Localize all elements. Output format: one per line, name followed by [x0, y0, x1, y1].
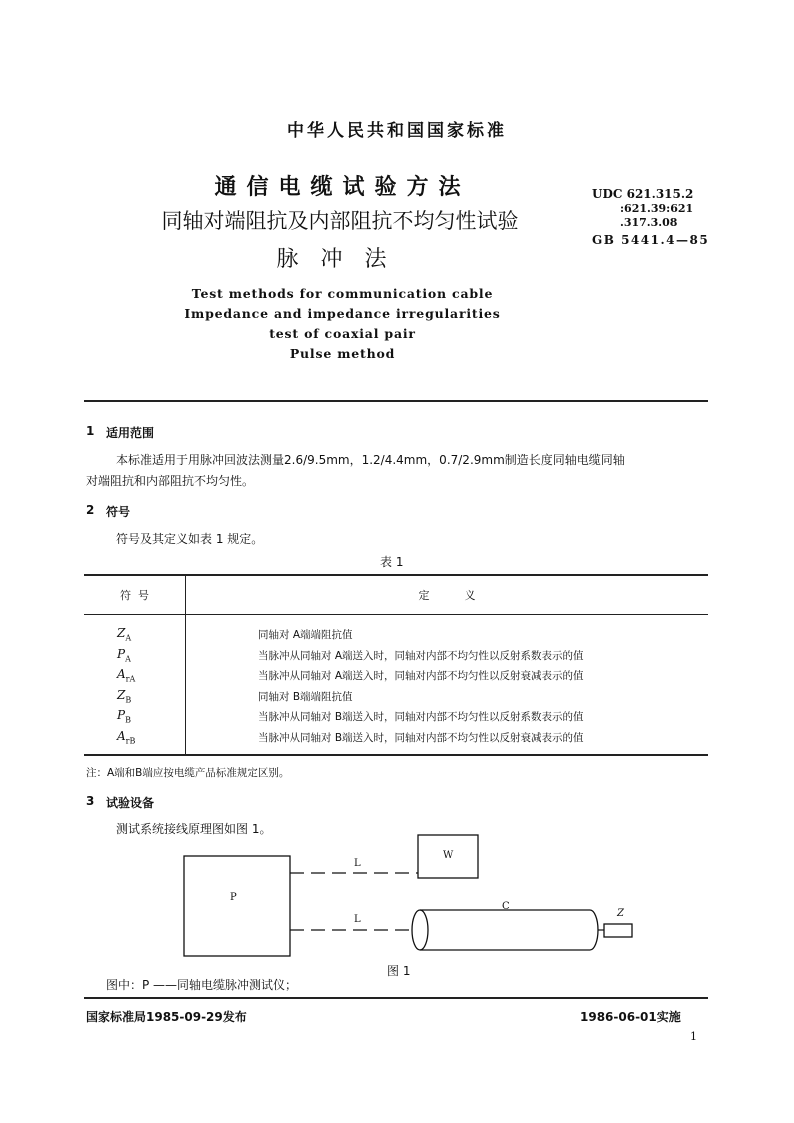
figure-legend: 图中：P ——同轴电缆脉冲测试仪；	[106, 978, 298, 992]
table-definition: 当脉冲从同轴对 B端送入时，同轴对内部不均匀性以反射衰减表示的值	[258, 731, 584, 744]
english-title-line-1: Test methods for communication cable	[191, 286, 494, 301]
symbol-subscript: A	[125, 653, 131, 663]
issue-date: 国家标准局1985-09-29发布	[86, 1010, 247, 1024]
gb-number: GB 5441.4—85	[592, 233, 710, 247]
label-l-lower: L	[354, 914, 361, 925]
page-number: 1	[690, 1030, 697, 1043]
figure-caption: 图 1	[387, 964, 411, 978]
coaxial-cable-body	[420, 910, 598, 950]
symbol-subscript: rA	[125, 674, 136, 684]
label-w: W	[443, 850, 454, 861]
table-header-symbol: 符 号	[120, 589, 149, 602]
table-definition: 当脉冲从同轴对 A端送入时，同轴对内部不均匀性以反射衰减表示的值	[258, 670, 584, 682]
title-line-2: 同轴对端阻抗及内部阻抗不均匀性试验	[161, 209, 519, 233]
label-c: C	[502, 901, 510, 912]
label-l-upper: L	[354, 858, 361, 869]
section1-number: 1	[86, 424, 95, 438]
section2-intro: 符号及其定义如表 1 规定。	[116, 532, 264, 546]
symbol-subscript: B	[125, 694, 132, 704]
english-title-line-3: test of coaxial pair	[269, 326, 416, 341]
symbol-letter: A	[117, 728, 126, 743]
section1-body-line-1: 本标准适用于用脉冲回波法测量2.6/9.5mm，1.2/4.4mm，0.7/2.9mm制造长度同轴电缆同轴	[116, 453, 625, 467]
section2-heading: 符号	[106, 505, 131, 519]
title-line-3: 脉冲法	[276, 247, 409, 272]
label-z: Z	[617, 908, 624, 919]
coaxial-cable-end	[412, 910, 428, 950]
symbol-subscript: A	[125, 633, 132, 643]
symbol-letter: P	[117, 708, 126, 722]
symbol-subscript: B	[125, 715, 131, 725]
section3-number: 3	[86, 794, 95, 808]
table-caption: 表 1	[380, 555, 404, 569]
english-title-line-4: Pulse method	[289, 346, 396, 361]
udc-line-1: UDC 621.315.2	[592, 187, 694, 201]
implementation-date: 1986-06-01实施	[580, 1010, 681, 1024]
udc-line-2: :621.39:621	[620, 202, 694, 215]
section3-intro: 测试系统接线原理图如图 1。	[116, 822, 272, 836]
table-definition: 同轴对 A端端阻抗值	[258, 629, 353, 641]
table-definition: 当脉冲从同轴对 A端送入时，同轴对内部不均匀性以反射系数表示的值	[258, 649, 584, 662]
section2-number: 2	[86, 503, 95, 517]
symbol-subscript: rB	[125, 735, 136, 745]
table-note: 注：A端和B端应按电缆产品标准规定区别。	[86, 767, 290, 779]
pulse-tester-box	[184, 856, 290, 956]
section1-body-line-2: 对端阻抗和内部阻抗不均匀性。	[86, 474, 255, 488]
section3-heading: 试验设备	[106, 796, 155, 810]
termination-impedance-box	[604, 924, 632, 937]
symbol-letter: Z	[117, 626, 126, 640]
symbol-letter: Z	[117, 687, 126, 702]
footer-divider	[84, 997, 708, 999]
symbol-letter: P	[117, 646, 126, 661]
udc-line-3: .317.3.08	[620, 216, 678, 229]
table-definition: 同轴对 B端端阻抗值	[258, 690, 353, 703]
english-title-line-2: Impedance and impedance irregularities	[184, 306, 501, 321]
table-definition: 当脉冲从同轴对 B端送入时，同轴对内部不均匀性以反射系数表示的值	[258, 711, 584, 723]
section1-heading: 适用范围	[106, 426, 155, 440]
table-header-definition: 定 义	[418, 589, 476, 602]
symbol-letter: A	[117, 667, 126, 681]
label-p: P	[230, 892, 237, 903]
title-line-1: 通信电缆试验方法	[214, 175, 471, 200]
national-standard-label: 中华人民共和国国家标准	[287, 121, 507, 141]
